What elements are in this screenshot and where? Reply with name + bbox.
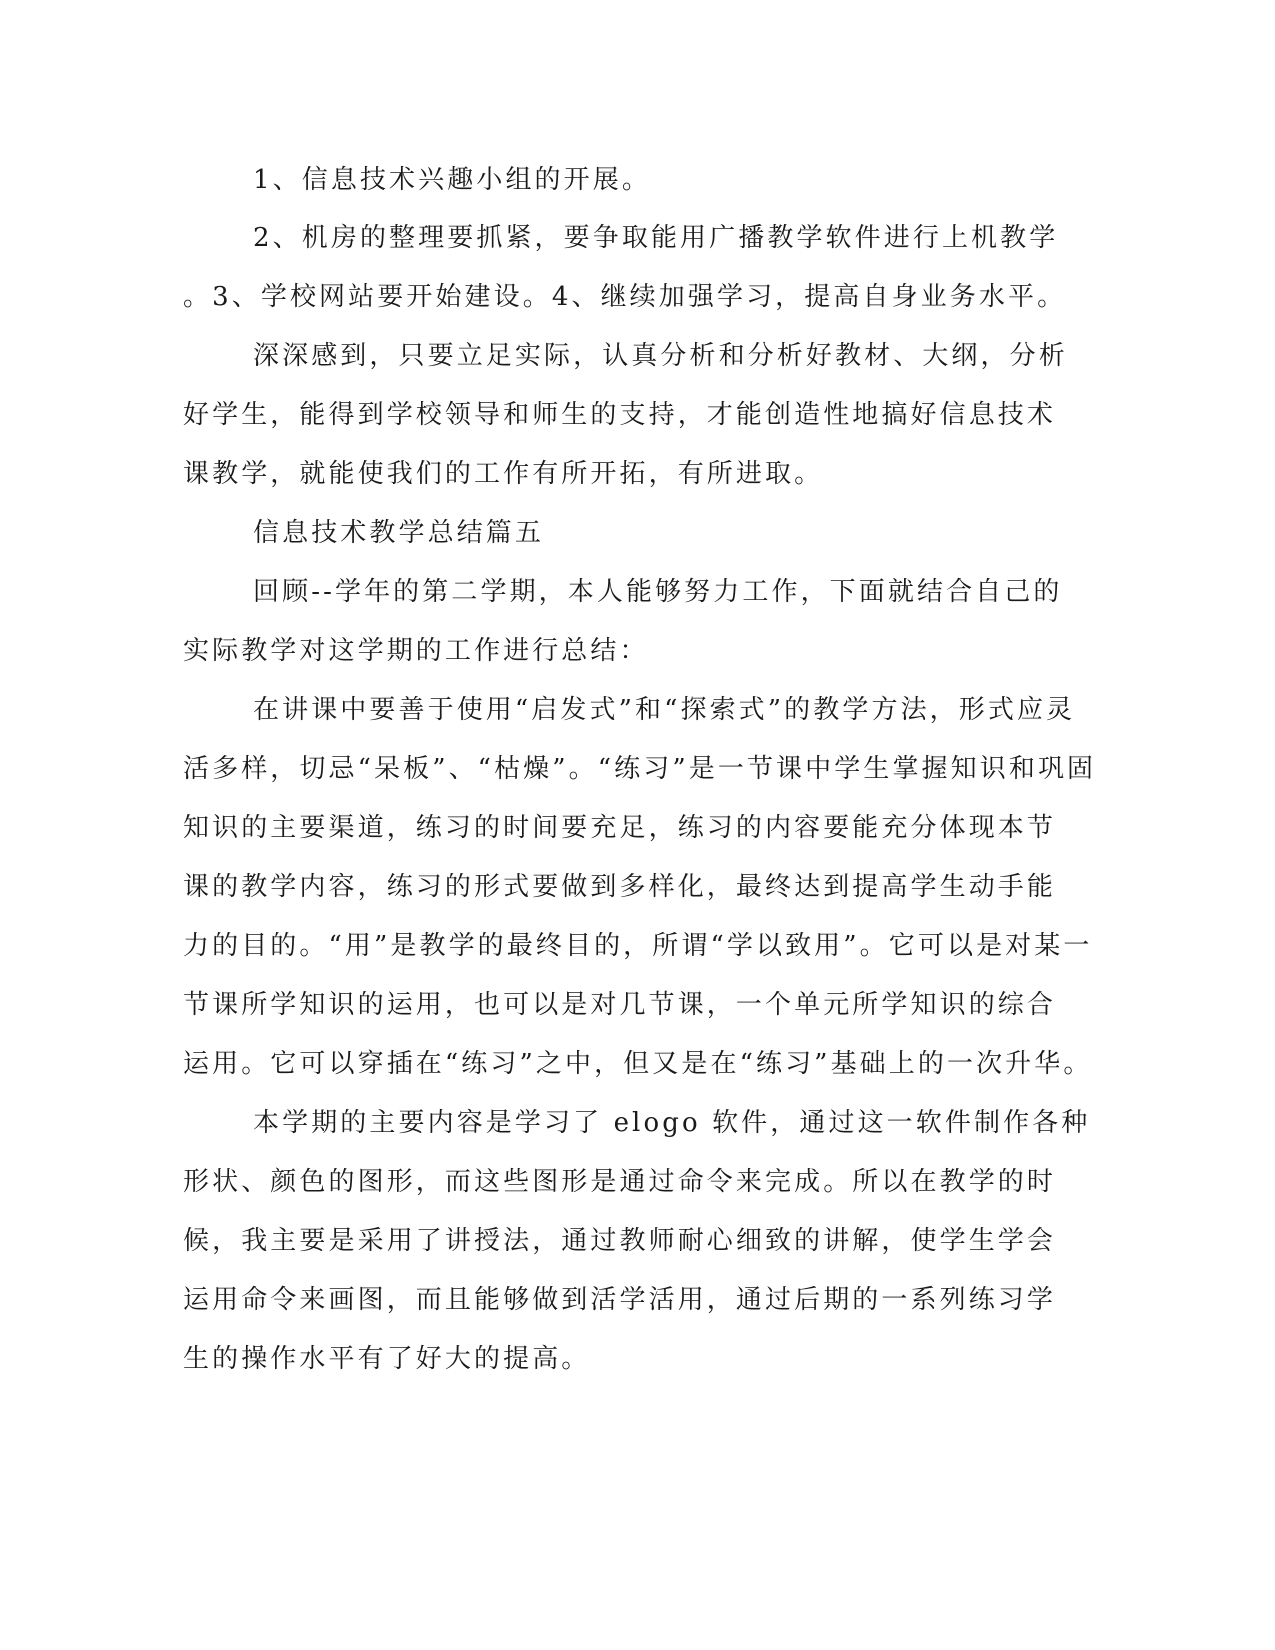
text-line: 课的教学内容，练习的形式要做到多样化，最终达到提高学生动手能: [183, 872, 1057, 902]
text-line: 本学期的主要内容是学习了 elogo 软件，通过这一软件制作各种: [253, 1108, 1091, 1138]
text-line: 力的目的。“用”是教学的最终目的，所谓“学以致用”。它可以是对某一: [183, 931, 1093, 961]
text-line: 。3、学校网站要开始建设。4、继续加强学习，提高自身业务水平。: [183, 282, 1067, 312]
text-line: 生的操作水平有了好大的提高。: [183, 1344, 591, 1374]
text-line: 运用命令来画图，而且能够做到活学活用，通过后期的一系列练习学: [183, 1285, 1057, 1315]
text-line: 好学生，能得到学校领导和师生的支持，才能创造性地搞好信息技术: [183, 400, 1057, 430]
text-line: 在讲课中要善于使用“启发式”和“探索式”的教学方法，形式应灵: [253, 695, 1076, 725]
text-line: 运用。它可以穿插在“练习”之中，但又是在“练习”基础上的一次升华。: [183, 1049, 1093, 1079]
text-line: 深深感到，只要立足实际，认真分析和分析好教材、大纲，分析: [253, 341, 1068, 371]
text-line: 实际教学对这学期的工作进行总结：: [183, 636, 649, 666]
text-line: 回顾--学年的第二学期，本人能够努力工作，下面就结合自己的: [253, 577, 1063, 607]
text-line: 1、信息技术兴趣小组的开展。: [253, 165, 651, 195]
section-heading: 信息技术教学总结篇五: [253, 518, 545, 548]
text-line: 活多样，切忌“呆板”、“枯燥”。“练习”是一节课中学生掌握知识和巩固: [183, 754, 1097, 784]
text-line: 候，我主要是采用了讲授法，通过教师耐心细致的讲解，使学生学会: [183, 1226, 1057, 1256]
text-line: 课教学，就能使我们的工作有所开拓，有所进取。: [183, 459, 824, 489]
text-line: 2、机房的整理要抓紧，要争取能用广播教学软件进行上机教学: [253, 223, 1059, 253]
text-line: 形状、颜色的图形，而这些图形是通过命令来完成。所以在教学的时: [183, 1167, 1057, 1197]
text-line: 知识的主要渠道，练习的时间要充足，练习的内容要能充分体现本节: [183, 813, 1057, 843]
text-line: 节课所学知识的运用，也可以是对几节课，一个单元所学知识的综合: [183, 990, 1057, 1020]
